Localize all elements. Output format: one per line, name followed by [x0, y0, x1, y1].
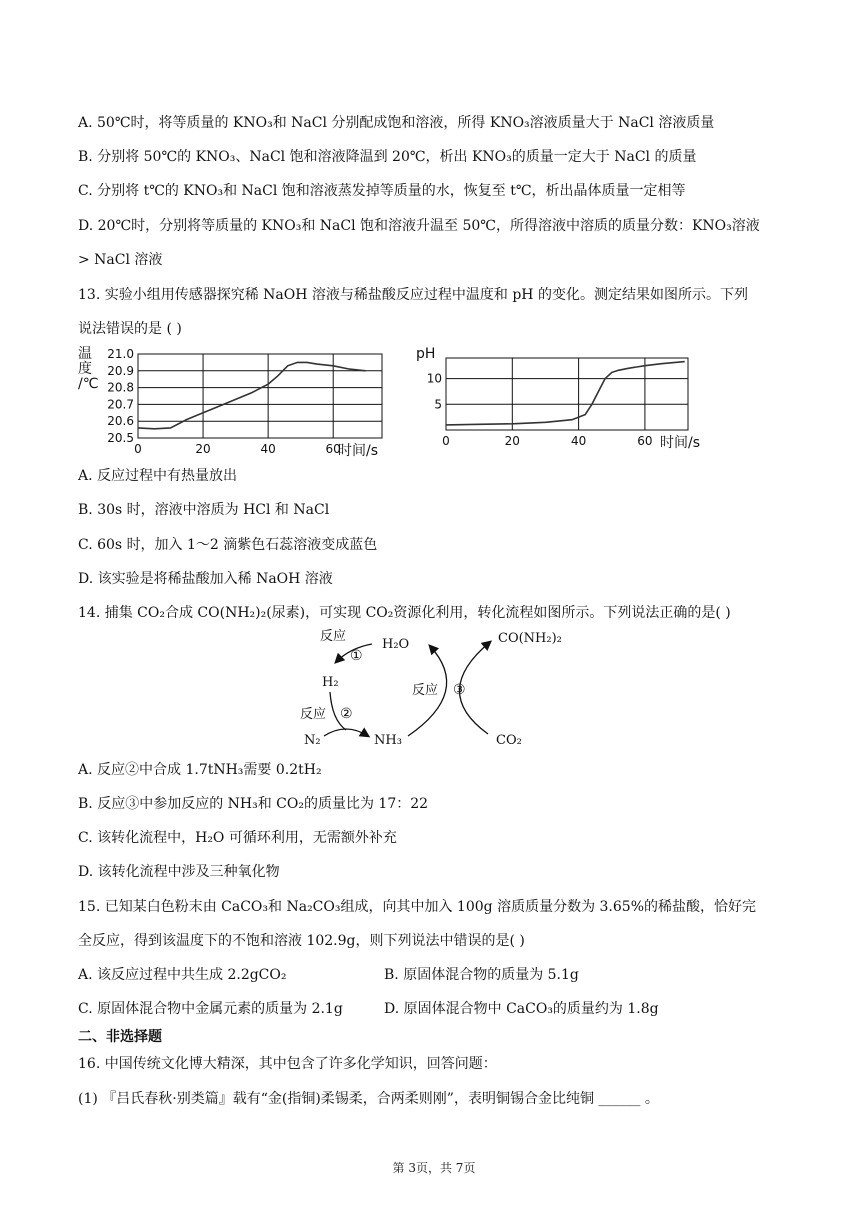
- x-tick-label: 20: [195, 442, 211, 456]
- y-tick-label: 10: [426, 371, 442, 386]
- y-tick-label: 20.9: [107, 363, 134, 378]
- y-tick-label: 20.6: [107, 414, 134, 429]
- series-line: [446, 362, 685, 425]
- x-tick-label: 60: [637, 434, 653, 448]
- y-tick-label: 20.8: [107, 380, 134, 395]
- diagram-label-circle-1: ①: [350, 648, 363, 664]
- q16-stem: 16. 中国传统文化博大精深，其中包含了许多化学知识，回答问题：: [78, 1056, 497, 1072]
- arrow-n2-to-nh3: [324, 729, 368, 736]
- ph-chart: [412, 340, 712, 458]
- conversion-flow-diagram: [290, 622, 590, 752]
- diagram-nh3: NH₃: [374, 733, 402, 748]
- q14-option-d: D. 该转化流程中涉及三种氧化物: [78, 864, 280, 880]
- q15-stem-line1: 15. 已知某白色粉末由 CaCO₃和 Na₂CO₃组成，向其中加入 100g 溶质质量分数为 3.65%的稀盐酸，恰好完: [78, 899, 756, 915]
- q13-option-a: A. 反应过程中有热量放出: [78, 468, 238, 484]
- q15-option-c: C. 原固体混合物中金属元素的质量为 2.1g: [78, 1001, 343, 1017]
- x-tick-label: 0: [134, 442, 142, 456]
- q15-stem-line2: 全反应，得到该温度下的不饱和溶液 102.9g，则下列说法中错误的是( ): [78, 933, 525, 949]
- x-tick-label: 20: [504, 434, 520, 448]
- y-tick-label: 20.5: [107, 431, 134, 445]
- diagram-h2o: H₂O: [382, 637, 410, 652]
- q14-option-b: B. 反应③中参加反应的 NH₃和 CO₂的质量比为 17：22: [78, 796, 429, 812]
- temperature-chart: [76, 340, 386, 458]
- y-axis-label: 温: [78, 346, 92, 362]
- plot-frame: [446, 358, 688, 430]
- q15-option-b: B. 原固体混合物的质量为 5.1g: [384, 967, 579, 983]
- q12-option-b: B. 分别将 50℃的 KNO₃、NaCl 饱和溶液降温到 20℃，析出 KNO₃的质量一定大于 NaCl 的质量: [78, 149, 697, 165]
- y-tick-label: 5: [434, 397, 442, 412]
- x-tick-label: 40: [260, 442, 276, 456]
- section-heading: 二、非选择题: [78, 1029, 162, 1045]
- y-axis-label: /℃: [78, 376, 99, 392]
- diagram-label-circle-3: ③: [453, 682, 466, 698]
- x-tick-label: 0: [442, 434, 450, 448]
- q13-option-c: C. 60s 时，加入 1～2 滴紫色石蕊溶液变成蓝色: [78, 537, 378, 553]
- q12-option-d-line2: > NaCl 溶液: [78, 252, 163, 268]
- diagram-urea: CO(NH₂)₂: [498, 631, 562, 646]
- q13-stem-line1: 13. 实验小组用传感器探究稀 NaOH 溶液与稀盐酸反应过程中温度和 pH 的变化。测定结果如图所示。下列: [78, 287, 748, 303]
- q12-option-d-line1: D. 20℃时，分别将等质量的 KNO₃和 NaCl 饱和溶液升温至 50℃，所得溶液中溶质的质量分数：KNO₃溶液: [78, 218, 760, 234]
- y-tick-label: 20.7: [107, 397, 134, 412]
- q14-option-a: A. 反应②中合成 1.7tNH₃需要 0.2tH₂: [78, 762, 322, 778]
- diagram-label-reaction-1: 反应: [320, 629, 347, 644]
- q12-option-a: A. 50℃时，将等质量的 KNO₃和 NaCl 分别配成饱和溶液，所得 KNO₃溶液质量大于 NaCl 溶液质量: [78, 115, 715, 131]
- y-tick-label: 21.0: [107, 347, 134, 361]
- q13-option-b: B. 30s 时，溶液中溶质为 HCl 和 NaCl: [78, 502, 330, 518]
- page-footer: 第 3页，共 7页: [392, 1161, 476, 1175]
- q13-stem-line2: 说法错误的是 ( ): [78, 321, 182, 337]
- x-axis-label: 时间/s: [338, 443, 379, 458]
- q12-option-c: C. 分别将 t℃的 KNO₃和 NaCl 饱和溶液蒸发掉等质量的水，恢复至 t℃，析出晶体质量一定相等: [78, 183, 686, 199]
- diagram-co2: CO₂: [496, 733, 522, 748]
- x-tick-label: 60: [325, 442, 341, 456]
- y-axis-label: pH: [416, 346, 436, 362]
- q16-sub1: (1) 『吕氏春秋·别类篇』载有“金(指铜)柔锡柔，合两柔则刚”，表明铜锡合金比纯铜 ______ 。: [78, 1091, 659, 1107]
- y-axis-label: 度: [78, 361, 92, 377]
- diagram-label-circle-2: ②: [340, 706, 353, 722]
- diagram-h2: H₂: [322, 675, 339, 690]
- x-axis-label: 时间/s: [660, 435, 701, 451]
- q15-option-d: D. 原固体混合物中 CaCO₃的质量约为 1.8g: [384, 1001, 659, 1017]
- q14-stem: 14. 捕集 CO₂合成 CO(NH₂)₂(尿素)，可实现 CO₂资源化利用，转化流程如图所示。下列说法正确的是( ): [78, 605, 731, 621]
- x-tick-label: 40: [570, 434, 587, 448]
- q14-option-c: C. 该转化流程中，H₂O 可循环利用，无需额外补充: [78, 830, 397, 846]
- diagram-label-reaction-3: 反应: [412, 683, 439, 698]
- diagram-n2: N₂: [304, 733, 321, 748]
- q15-option-a: A. 该反应过程中共生成 2.2gCO₂: [78, 967, 287, 983]
- diagram-label-reaction-2: 反应: [300, 707, 327, 722]
- series-line: [138, 362, 366, 428]
- q13-option-d: D. 该实验是将稀盐酸加入稀 NaOH 溶液: [78, 571, 333, 587]
